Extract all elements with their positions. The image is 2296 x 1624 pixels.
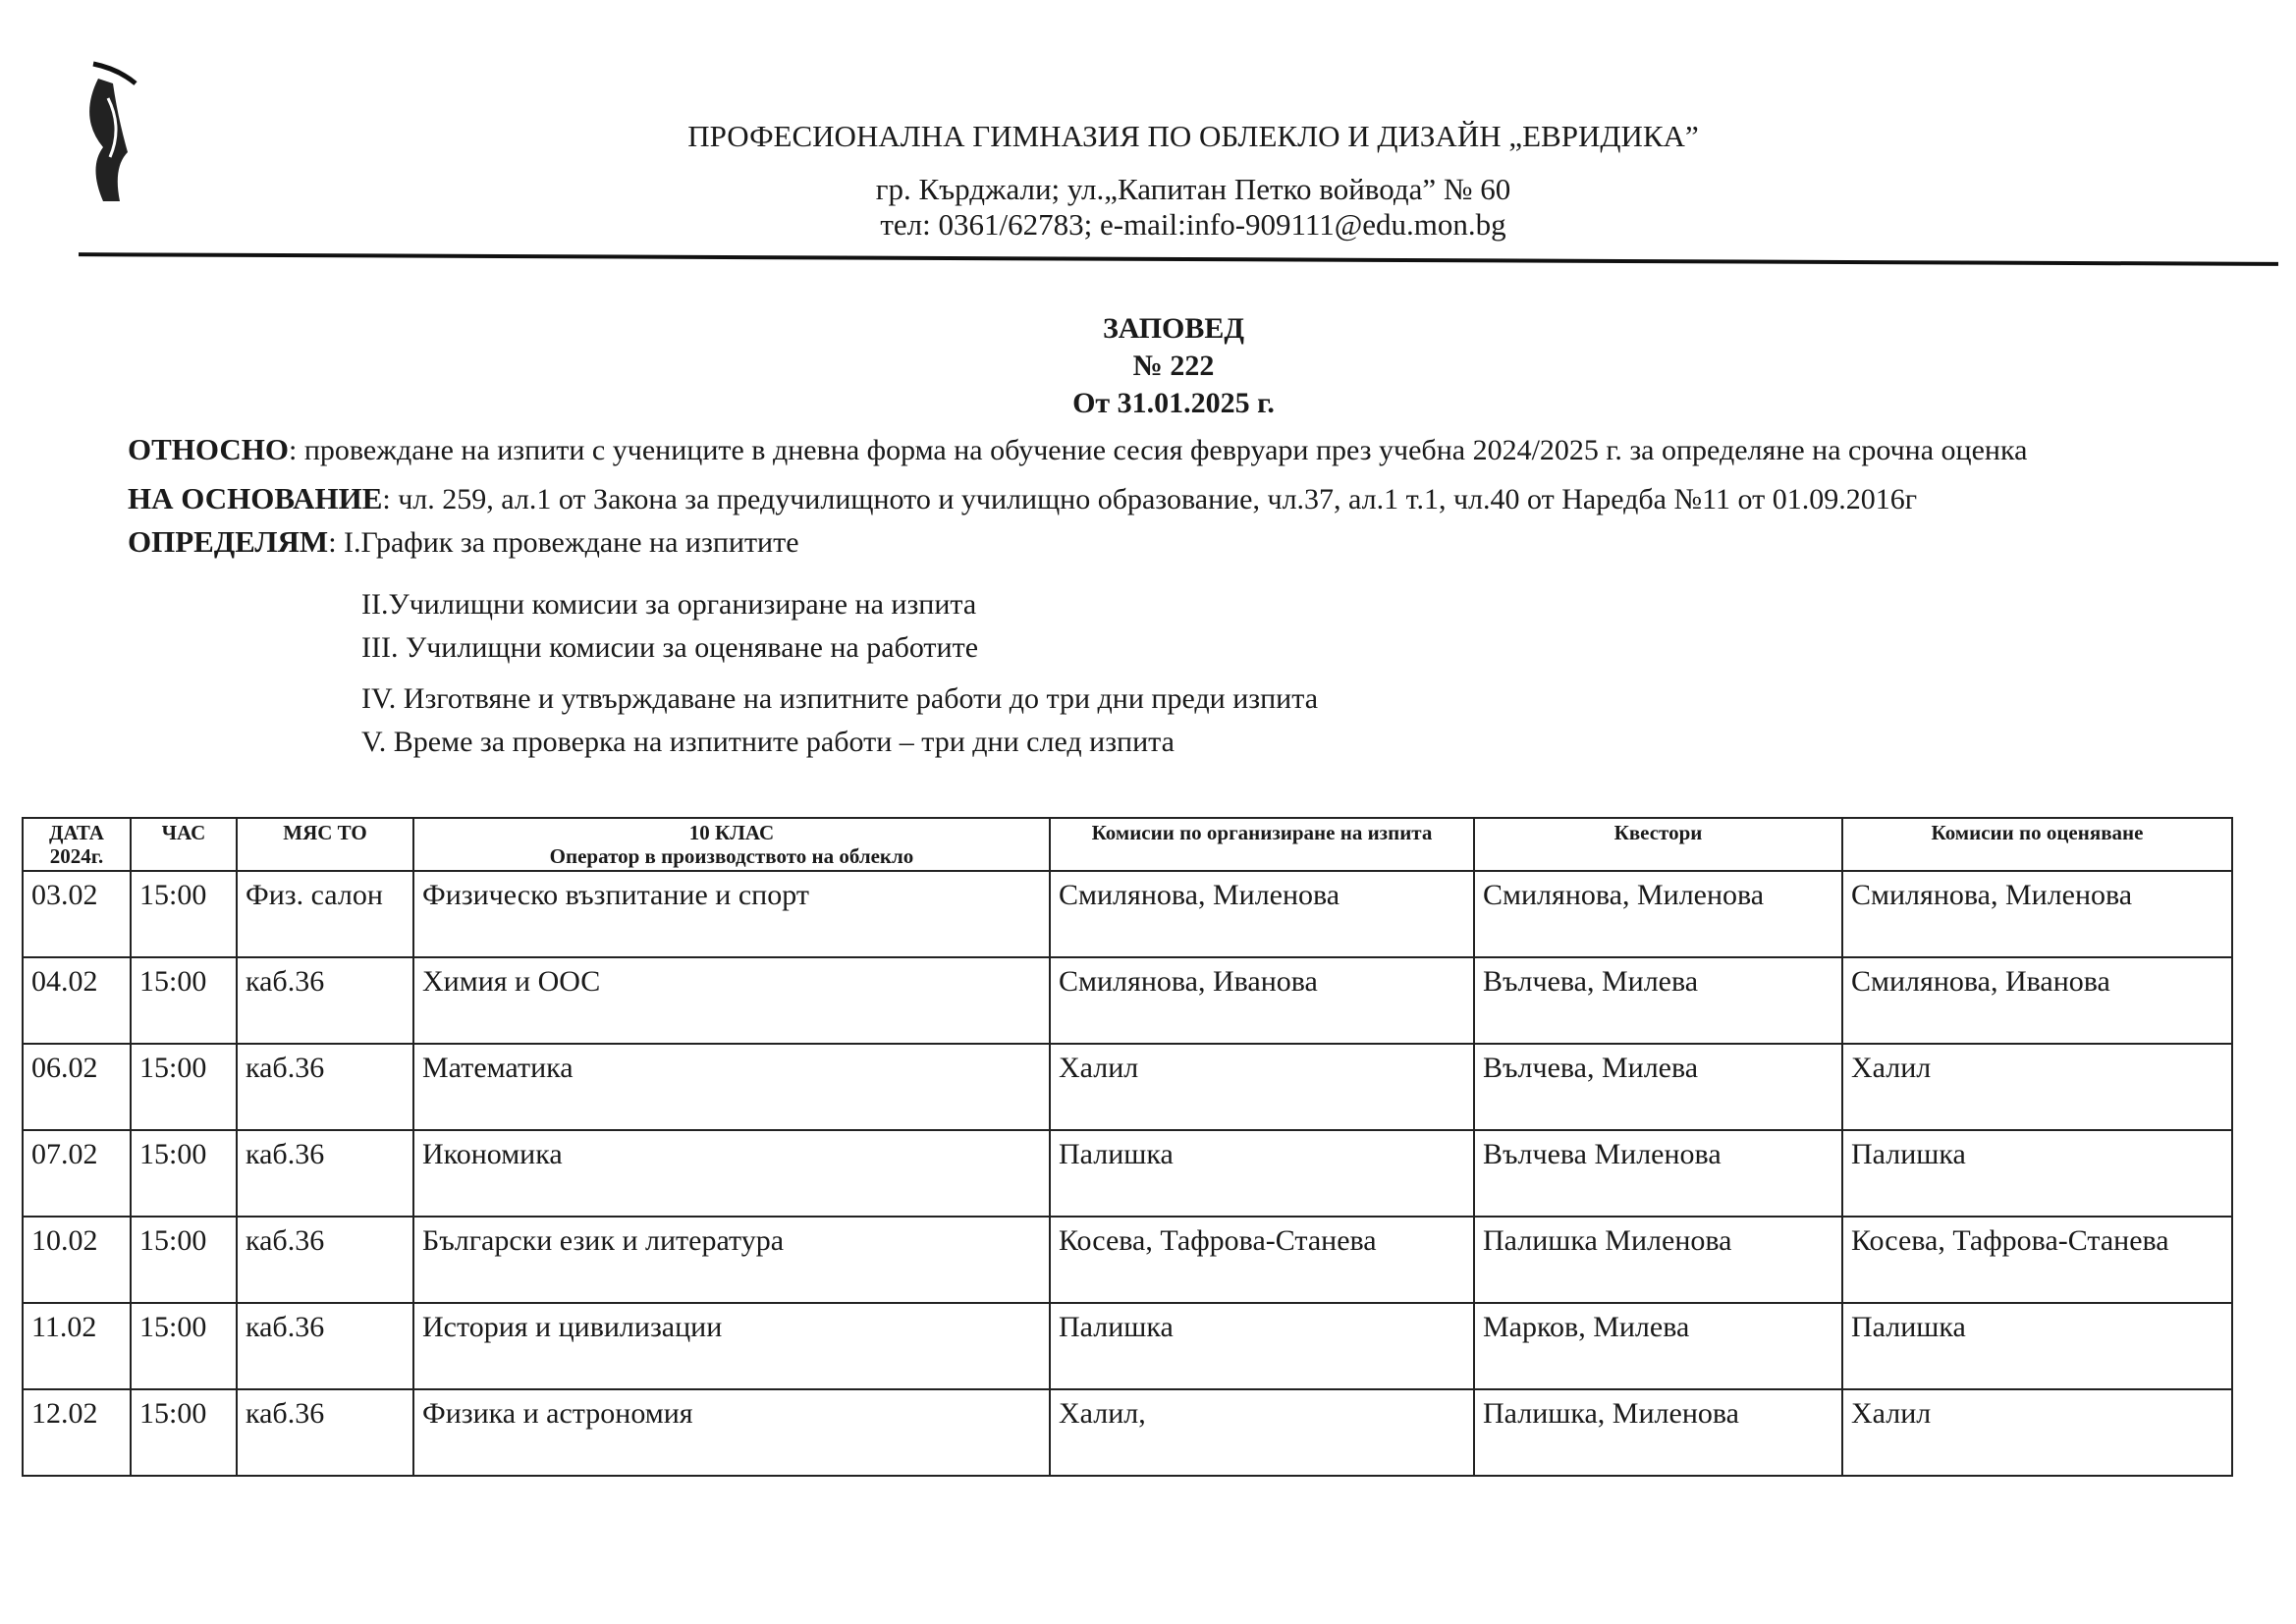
header-class: 10 КЛАС Оператор в производството на облекло <box>413 818 1050 871</box>
cell-hour: 15:00 <box>131 1044 237 1130</box>
cell-grading: Халил <box>1842 1044 2232 1130</box>
regarding-line: ОТНОСНО: провеждане на изпити с учениците в дневна форма на обучение сесия февруари през учебна 2024/2025 г. за определяне на срочна оценка <box>128 432 2028 466</box>
table-header-row <box>23 818 2232 871</box>
school-contact <box>0 204 2170 245</box>
header-divider <box>79 252 2278 266</box>
school-address: гр. Кърджали; ул.„Капитан Петко войвода” № 60 <box>875 172 1511 206</box>
basis-line: НА ОСНОВАНИЕ: чл. 259, ал.1 от Закона за предучилищното и училищно образование, чл.37, ал.1 т.1, чл.40 от Наредба №11 от 01.09.2016г <box>128 481 1917 515</box>
cell-subject: Икономика <box>413 1130 1050 1217</box>
cell-organizing: Халил <box>1050 1044 1474 1130</box>
header-place: МЯС ТО <box>237 818 413 871</box>
cell-organizing: Халил, <box>1050 1389 1474 1476</box>
cell-place: каб.36 <box>237 1389 413 1476</box>
header-grading: Комисии по оценяване <box>1842 818 2232 871</box>
cell-place: каб.36 <box>237 1130 413 1217</box>
cell-date: 12.02 <box>23 1389 131 1476</box>
cell-hour: 15:00 <box>131 871 237 957</box>
header-date: ДАТА 2024г. <box>23 818 131 871</box>
cell-proctors: Палишка, Миленова <box>1474 1389 1842 1476</box>
cell-proctors: Палишка Миленова <box>1474 1217 1842 1303</box>
cell-subject: Физика и астрономия <box>413 1389 1050 1476</box>
table-row <box>23 1303 2232 1389</box>
cell-organizing: Смилянова, Иванова <box>1050 957 1474 1044</box>
cell-proctors: Смилянова, Миленова <box>1474 871 1842 957</box>
cell-organizing: Смилянова, Миленова <box>1050 871 1474 957</box>
cell-hour: 15:00 <box>131 1389 237 1476</box>
determine-item: IV. Изготвяне и утвърждаване на изпитните работи до три дни преди изпита <box>361 682 1319 715</box>
cell-hour: 15:00 <box>131 1130 237 1217</box>
cell-place: каб.36 <box>237 1044 413 1130</box>
contact-phone: тел: 0361/62783; e-mail: <box>880 207 1186 242</box>
cell-date: 06.02 <box>23 1044 131 1130</box>
table-row <box>23 957 2232 1044</box>
cell-proctors: Марков, Милева <box>1474 1303 1842 1389</box>
school-name: ПРОФЕСИОНАЛНА ГИМНАЗИЯ ПО ОБЛЕКЛО И ДИЗАЙН „ЕВРИДИКА” <box>687 119 1699 153</box>
cell-date: 11.02 <box>23 1303 131 1389</box>
cell-place: Физ. салон <box>237 871 413 957</box>
order-title: ЗАПОВЕД <box>1102 312 1245 345</box>
cell-proctors: Вълчева, Милева <box>1474 957 1842 1044</box>
table-row <box>23 1130 2232 1217</box>
table-row <box>23 1217 2232 1303</box>
cell-subject: Физическо възпитание и спорт <box>413 871 1050 957</box>
cell-place: каб.36 <box>237 1217 413 1303</box>
cell-grading: Халил <box>1842 1389 2232 1476</box>
cell-date: 03.02 <box>23 871 131 957</box>
table-row <box>23 1044 2232 1130</box>
header-proctors: Квестори <box>1474 818 1842 871</box>
determine-item: V. Време за проверка на изпитните работи – три дни след изпита <box>361 726 1175 758</box>
cell-grading: Палишка <box>1842 1130 2232 1217</box>
cell-organizing: Палишка <box>1050 1303 1474 1389</box>
header-organizing: Комисии по организиране на изпита <box>1050 818 1474 871</box>
cell-hour: 15:00 <box>131 1303 237 1389</box>
determine-item: II.Училищни комисии за организиране на изпита <box>361 588 977 621</box>
cell-proctors: Вълчева, Милева <box>1474 1044 1842 1130</box>
cell-date: 10.02 <box>23 1217 131 1303</box>
cell-place: каб.36 <box>237 1303 413 1389</box>
determine-line: ОПРЕДЕЛЯМ: I.График за провеждане на изпитите <box>128 524 799 559</box>
cell-organizing: Палишка <box>1050 1130 1474 1217</box>
cell-subject: История и цивилизации <box>413 1303 1050 1389</box>
exam-schedule-table <box>22 817 2233 1477</box>
cell-grading: Смилянова, Иванова <box>1842 957 2232 1044</box>
email-link[interactable]: info-909111@edu.mon.bg <box>1185 207 1506 242</box>
cell-date: 04.02 <box>23 957 131 1044</box>
order-date: От 31.01.2025 г. <box>1072 387 1275 419</box>
cell-subject: Български език и литература <box>413 1217 1050 1303</box>
header-hour: ЧАС <box>131 818 237 871</box>
cell-subject: Математика <box>413 1044 1050 1130</box>
cell-grading: Косева, Тафрова-Станева <box>1842 1217 2232 1303</box>
cell-hour: 15:00 <box>131 1217 237 1303</box>
cell-organizing: Косева, Тафрова-Станева <box>1050 1217 1474 1303</box>
cell-subject: Химия и ООС <box>413 957 1050 1044</box>
cell-hour: 15:00 <box>131 957 237 1044</box>
table-row <box>23 1389 2232 1476</box>
cell-grading: Смилянова, Миленова <box>1842 871 2232 957</box>
cell-proctors: Вълчева Миленова <box>1474 1130 1842 1217</box>
cell-grading: Палишка <box>1842 1303 2232 1389</box>
cell-place: каб.36 <box>237 957 413 1044</box>
table-row <box>23 871 2232 957</box>
determine-item: III. Училищни комисии за оценяване на работите <box>361 631 979 664</box>
order-number: № 222 <box>1132 350 1215 382</box>
cell-date: 07.02 <box>23 1130 131 1217</box>
